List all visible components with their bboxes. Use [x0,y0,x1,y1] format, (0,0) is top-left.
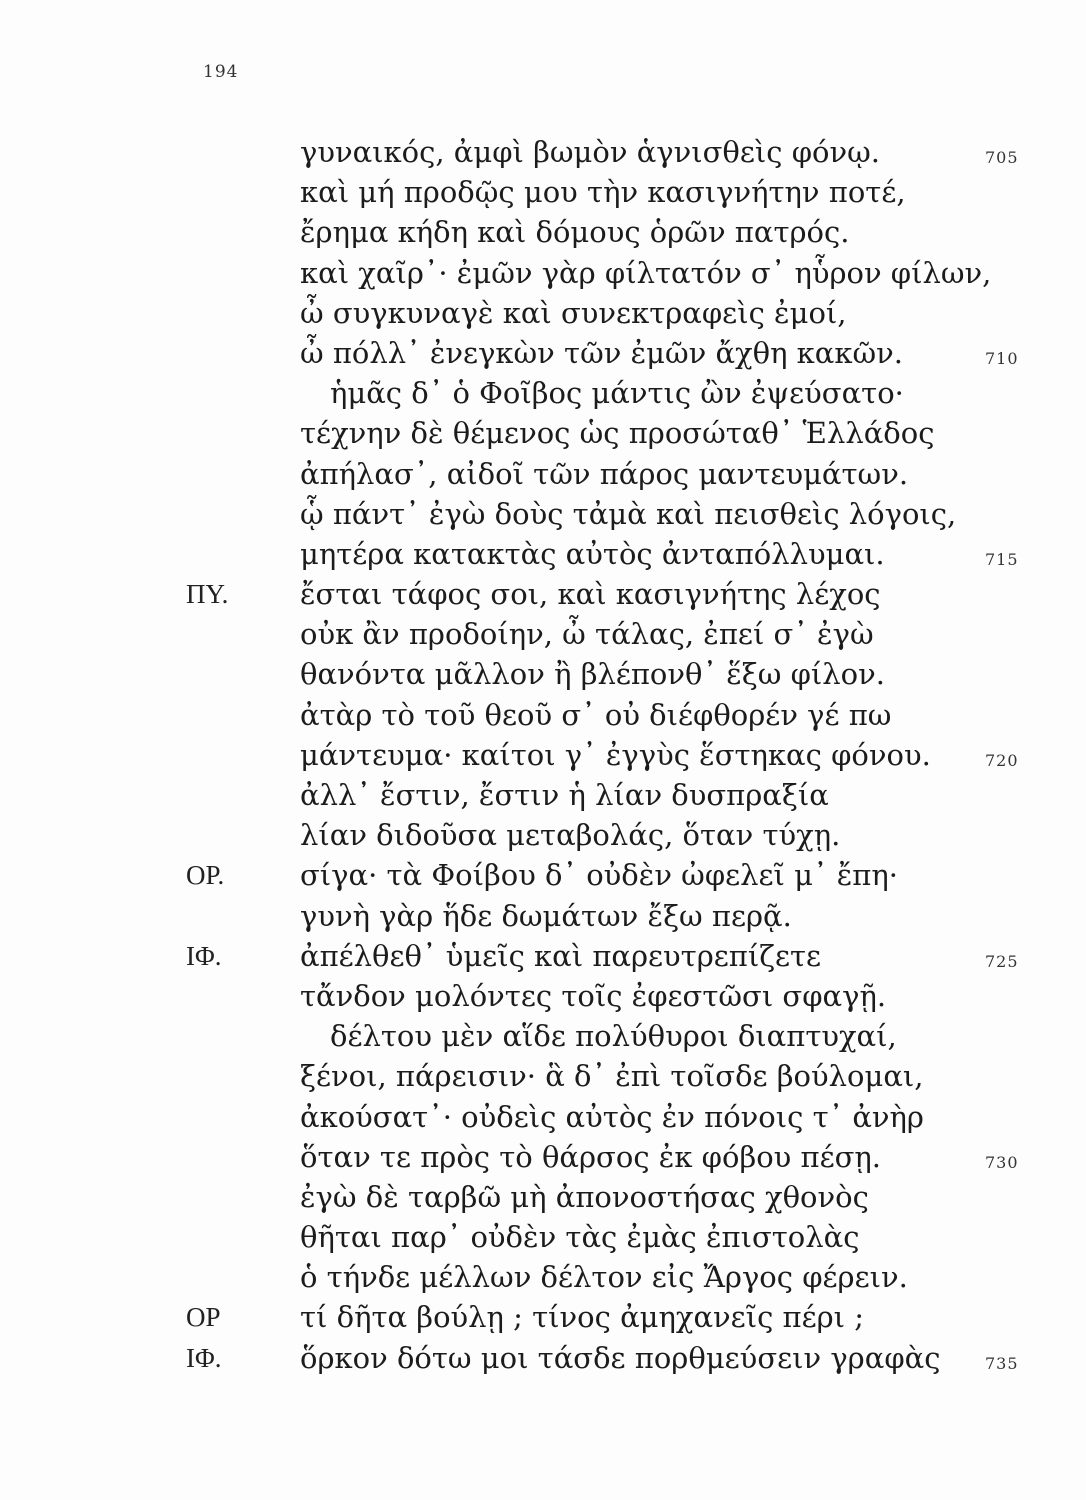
line-number: 720 [985,750,1019,770]
line-number: 710 [985,348,1019,368]
verse-text: ἡμᾶς δ᾽ ὁ Φοῖβος μάντις ὢν ἐψεύσατο· [330,376,904,411]
verse-text: ἀπήλασ᾽, αἰδοῖ τῶν πάρος μαντευμάτων. [300,456,909,491]
verse-text: καὶ χαῖρ᾽· ἐμῶν γὰρ φίλτατόν σ᾽ ηὗρον φίλων, [300,255,992,290]
speaker-label: ΙΦ. [186,940,222,971]
verse-line [0,1097,1086,1137]
verse-text: ἀτὰρ τὸ τοῦ θεοῦ σ᾽ οὐ διέφθορέν γέ πω [300,697,892,732]
verse-text: ὦ πόλλ᾽ ἐνεγκὼν τῶν ἐμῶν ἄχθη κακῶν. [300,335,904,370]
verse-text: ὦ συγκυναγὲ καὶ συνεκτραφεὶς ἐμοί, [300,295,847,330]
verse-line [0,1257,1086,1297]
verse-line [0,494,1086,534]
verse-text: γυνὴ γὰρ ἥδε δωμάτων ἔξω περᾷ. [300,898,792,933]
verse-line [0,413,1086,453]
verse-text: ἐγὼ δὲ ταρβῶ μὴ ἀπονοστήσας χθονὸς [300,1179,869,1214]
verse-line [0,735,1086,775]
verse-line [0,253,1086,293]
speaker-label: ΙΦ. [186,1342,222,1373]
verse-text: θῆται παρ᾽ οὐδὲν τὰς ἐμὰς ἐπιστολὰς [300,1220,860,1255]
verse-line [0,212,1086,252]
verse-line [0,654,1086,694]
verse-text: τἄνδον μολόντες τοῖς ἐφεστῶσι σφαγῇ. [300,978,887,1013]
verse-line [0,896,1086,936]
verse-text: ξένοι, πάρεισιν· ἃ δ᾽ ἐπὶ τοῖσδε βούλομαι, [300,1059,924,1094]
speaker-label: ΟΡ. [186,860,225,891]
verse-line [0,775,1086,815]
verse-text: τί δῆτα βούλῃ ; τίνος ἀμηχανεῖς πέρι ; [300,1300,865,1335]
verse-line [0,132,1086,172]
verse-line [0,614,1086,654]
verse-line [0,1338,1086,1378]
verse-line [0,1016,1086,1056]
verse-line [0,976,1086,1016]
verse-text: δέλτου μὲν αἵδε πολύθυροι διαπτυχαί, [330,1019,897,1054]
verse-line [0,855,1086,895]
verse-text: ἔσται τάφος σοι, καὶ κασιγνήτης λέχος [300,577,881,612]
verse-line [0,1137,1086,1177]
line-number: 725 [985,951,1019,971]
verse-text: ἀκούσατ᾽· οὐδεὶς αὐτὸς ἐν πόνοις τ᾽ ἀνὴρ [300,1099,924,1134]
verse-line [0,574,1086,614]
verse-block [0,132,1086,1378]
verse-line [0,815,1086,855]
verse-text: τέχνην δὲ θέμενος ὡς προσώταθ᾽ Ἑλλάδος [300,416,935,451]
verse-line [0,454,1086,494]
verse-text: ὁ τήνδε μέλλων δέλτον εἰς Ἄργος φέρειν. [300,1260,908,1295]
line-number: 715 [985,549,1019,569]
page-number: 194 [203,62,239,82]
verse-line [0,1297,1086,1337]
verse-text: ὅταν τε πρὸς τὸ θάρσος ἐκ φόβου πέσῃ. [300,1139,881,1174]
verse-text: μάντευμα· καίτοι γ᾽ ἐγγὺς ἕστηκας φόνου. [300,737,931,772]
verse-text: ὅρκον δότω μοι τάσδε πορθμεύσειν γραφὰς [300,1340,941,1375]
verse-line [0,936,1086,976]
verse-text: θανόντα μᾶλλον ἢ βλέπονθ᾽ ἕξω φίλον. [300,657,885,692]
verse-text: ἔρημα κήδη καὶ δόμους ὁρῶν πατρός. [300,215,850,250]
speaker-label: ΟΡ [186,1302,221,1333]
verse-text: καὶ μή προδῷς μου τὴν κασιγνήτην ποτέ, [300,175,906,210]
verse-text: ἀπέλθεθ᾽ ὑμεῖς καὶ παρευτρεπίζετε [300,938,822,973]
verse-text: ἀλλ᾽ ἔστιν, ἔστιν ἡ λίαν δυσπραξία [300,778,829,812]
line-number: 735 [985,1353,1019,1373]
verse-line [0,534,1086,574]
verse-line [0,695,1086,735]
verse-line [0,1217,1086,1257]
verse-line [0,1177,1086,1217]
line-number: 705 [985,148,1019,167]
verse-text: γυναικός, ἀμφὶ βωμὸν ἁγνισθεὶς φόνῳ. [300,135,880,169]
speaker-label: ΠΥ. [186,579,229,610]
verse-text: σίγα· τὰ Φοίβου δ᾽ οὐδὲν ὠφελεῖ μ᾽ ἔπη· [300,858,898,893]
verse-text: ᾧ πάντ᾽ ἐγὼ δοὺς τἀμὰ καὶ πεισθεὶς λόγοις, [300,496,957,531]
verse-text: οὐκ ἂν προδοίην, ὦ τάλας, ἐπεί σ᾽ ἐγὼ [300,617,874,652]
verse-line [0,333,1086,373]
verse-line [0,373,1086,413]
verse-text: μητέρα κατακτὰς αὐτὸς ἀνταπόλλυμαι. [300,536,885,571]
verse-text: λίαν διδοῦσα μεταβολάς, ὅταν τύχῃ. [300,818,841,853]
verse-line [0,172,1086,212]
verse-line [0,293,1086,333]
verse-line [0,1056,1086,1096]
line-number: 730 [985,1152,1019,1172]
